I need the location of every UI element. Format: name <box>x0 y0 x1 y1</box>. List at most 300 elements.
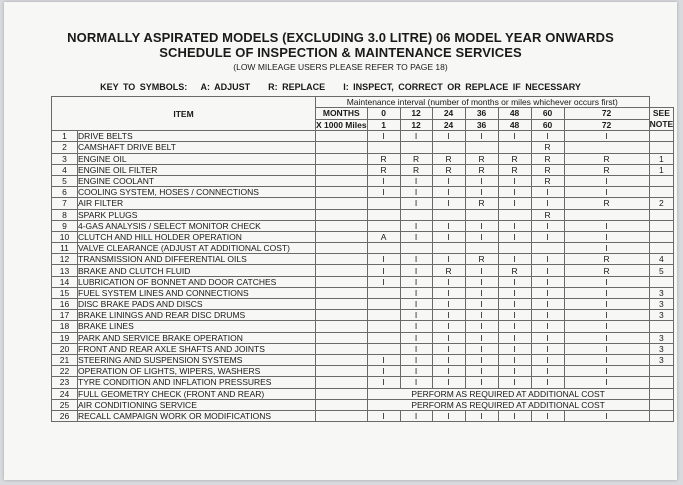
row-blank <box>316 399 368 410</box>
row-value: I <box>465 310 498 321</box>
row-value <box>367 321 400 332</box>
miles-label: X 1000 Miles <box>316 119 367 130</box>
row-value: I <box>531 254 564 265</box>
row-value: I <box>465 410 498 421</box>
row-value: I <box>531 410 564 421</box>
schedule-table <box>51 96 674 422</box>
row-value <box>367 220 400 231</box>
row-value: I <box>564 410 649 421</box>
row-blank <box>316 209 368 220</box>
row-value: I <box>465 299 498 310</box>
row-value: I <box>498 366 531 377</box>
row-note <box>649 366 674 377</box>
row-value: R <box>465 198 498 209</box>
row-value: I <box>498 410 531 421</box>
row-item: BRAKE LININGS AND REAR DISC DRUMS <box>78 310 316 321</box>
row-value <box>465 209 498 220</box>
row-number: 1 <box>52 131 78 142</box>
row-value: I <box>400 265 432 276</box>
row-note <box>649 142 674 153</box>
miles-cell: 72 <box>564 119 649 131</box>
row-value: R <box>531 175 564 186</box>
row-value: R <box>531 153 564 164</box>
row-note <box>649 399 674 410</box>
table-row <box>52 366 674 377</box>
row-value: I <box>367 175 400 186</box>
row-value: I <box>498 332 531 343</box>
row-value <box>367 209 400 220</box>
row-note <box>649 220 674 231</box>
row-value <box>367 287 400 298</box>
row-blank <box>316 410 368 421</box>
row-value: I <box>432 175 465 186</box>
row-value <box>498 142 531 153</box>
row-blank <box>316 153 368 164</box>
row-value: I <box>465 187 498 198</box>
row-number: 21 <box>52 354 78 365</box>
row-number: 11 <box>52 243 78 254</box>
key-inspect: I: INSPECT, CORRECT OR REPLACE IF NECESSARY <box>343 82 581 92</box>
row-note: 2 <box>649 198 674 209</box>
row-span-note: PERFORM AS REQUIRED AT ADDITIONAL COST <box>367 388 649 399</box>
row-value: I <box>564 366 649 377</box>
row-note: 3 <box>649 354 674 365</box>
row-item: VALVE CLEARANCE (ADJUST AT ADDITIONAL COST) <box>78 243 316 254</box>
row-value: I <box>400 299 432 310</box>
row-number: 5 <box>52 175 78 186</box>
row-blank <box>316 265 368 276</box>
months-cell: 36 <box>465 108 498 120</box>
row-value <box>367 198 400 209</box>
table-row <box>52 265 674 276</box>
row-value: R <box>498 265 531 276</box>
row-value: I <box>465 287 498 298</box>
months-label: MONTHS <box>316 108 368 120</box>
page-subtitle-heading: SCHEDULE OF INSPECTION & MAINTENANCE SERVICES <box>159 45 522 60</box>
row-value: I <box>531 198 564 209</box>
row-value: I <box>367 276 400 287</box>
row-blank <box>316 377 368 388</box>
table-row <box>52 220 674 231</box>
row-value: I <box>564 310 649 321</box>
row-value <box>564 209 649 220</box>
miles-cell: 12 <box>400 119 432 131</box>
table-row <box>52 377 674 388</box>
table-row <box>52 187 674 198</box>
row-value: I <box>432 276 465 287</box>
row-blank <box>316 231 368 242</box>
table-row <box>52 276 674 287</box>
row-value: I <box>498 198 531 209</box>
row-value: I <box>432 299 465 310</box>
row-value: I <box>465 175 498 186</box>
see-note-header <box>649 108 674 131</box>
row-value: I <box>367 377 400 388</box>
table-row <box>52 254 674 265</box>
row-value: I <box>400 410 432 421</box>
row-number: 15 <box>52 287 78 298</box>
row-value: I <box>400 377 432 388</box>
row-span-note: PERFORM AS REQUIRED AT ADDITIONAL COST <box>367 399 649 410</box>
table-row <box>52 175 674 186</box>
row-value: I <box>531 287 564 298</box>
row-value: I <box>432 220 465 231</box>
key-to-symbols <box>4 82 677 92</box>
row-value: I <box>432 321 465 332</box>
row-value: R <box>564 153 649 164</box>
row-value: I <box>564 321 649 332</box>
row-value: I <box>432 198 465 209</box>
row-note <box>649 276 674 287</box>
months-cell: 48 <box>498 108 531 120</box>
row-item: CLUTCH AND HILL HOLDER OPERATION <box>78 231 316 242</box>
table-row <box>52 310 674 321</box>
row-value: I <box>531 354 564 365</box>
row-value: R <box>400 164 432 175</box>
row-number: 4 <box>52 164 78 175</box>
row-note: 5 <box>649 265 674 276</box>
table-row <box>52 231 674 242</box>
row-value: I <box>498 287 531 298</box>
row-number: 25 <box>52 399 78 410</box>
row-value: I <box>432 332 465 343</box>
row-value <box>367 142 400 153</box>
row-value: I <box>465 354 498 365</box>
row-item: ENGINE COOLANT <box>78 175 316 186</box>
row-value: I <box>432 187 465 198</box>
row-value: I <box>400 321 432 332</box>
row-number: 14 <box>52 276 78 287</box>
row-value: I <box>367 131 400 142</box>
row-item: 4-GAS ANALYSIS / SELECT MONITOR CHECK <box>78 220 316 231</box>
row-number: 24 <box>52 388 78 399</box>
interval-header: Maintenance interval (number of months or miles whichever occurs first) <box>316 97 650 108</box>
row-value: I <box>400 198 432 209</box>
row-value: I <box>531 332 564 343</box>
row-blank <box>316 220 368 231</box>
row-value: I <box>498 254 531 265</box>
row-item: OPERATION OF LIGHTS, WIPERS, WASHERS <box>78 366 316 377</box>
row-blank <box>316 198 368 209</box>
row-item: COOLING SYSTEM, HOSES / CONNECTIONS <box>78 187 316 198</box>
row-note <box>649 410 674 421</box>
row-value: I <box>367 265 400 276</box>
row-blank <box>316 343 368 354</box>
row-number: 26 <box>52 410 78 421</box>
row-value: R <box>531 142 564 153</box>
row-value: I <box>531 187 564 198</box>
row-note: 3 <box>649 310 674 321</box>
row-note: 1 <box>649 153 674 164</box>
row-value: R <box>531 164 564 175</box>
row-note <box>649 388 674 399</box>
row-value: I <box>465 276 498 287</box>
miles-cell: 1 <box>367 119 400 131</box>
table-row <box>52 354 674 365</box>
row-value: I <box>367 410 400 421</box>
row-value: I <box>400 231 432 242</box>
row-value: I <box>465 332 498 343</box>
row-value: I <box>564 175 649 186</box>
table-row <box>52 388 674 399</box>
row-note <box>649 231 674 242</box>
row-blank <box>316 354 368 365</box>
row-item: DISC BRAKE PADS AND DISCS <box>78 299 316 310</box>
row-blank <box>316 175 368 186</box>
row-item: FULL GEOMETRY CHECK (FRONT AND REAR) <box>78 388 316 399</box>
row-value: I <box>531 377 564 388</box>
row-value: I <box>432 377 465 388</box>
row-value: I <box>564 287 649 298</box>
row-note: 3 <box>649 287 674 298</box>
row-item: TRANSMISSION AND DIFFERENTIAL OILS <box>78 254 316 265</box>
row-value: R <box>564 265 649 276</box>
miles-cell: 24 <box>432 119 465 131</box>
row-value: I <box>432 343 465 354</box>
row-blank <box>316 332 368 343</box>
row-value: I <box>531 343 564 354</box>
row-value: I <box>432 231 465 242</box>
row-value <box>432 142 465 153</box>
table-row <box>52 153 674 164</box>
row-value: I <box>531 366 564 377</box>
table-row <box>52 164 674 175</box>
row-value: I <box>465 220 498 231</box>
row-value: I <box>367 366 400 377</box>
row-value: I <box>564 131 649 142</box>
item-header: ITEM <box>52 97 316 131</box>
row-value <box>498 243 531 254</box>
row-value: I <box>498 175 531 186</box>
row-blank <box>316 321 368 332</box>
row-number: 7 <box>52 198 78 209</box>
row-note: 3 <box>649 332 674 343</box>
row-item: TYRE CONDITION AND INFLATION PRESSURES <box>78 377 316 388</box>
note-label: NOTE <box>649 119 674 130</box>
row-value: I <box>564 354 649 365</box>
row-item: FRONT AND REAR AXLE SHAFTS AND JOINTS <box>78 343 316 354</box>
table-row <box>52 321 674 332</box>
key-replace: R: REPLACE <box>268 82 326 92</box>
row-value: I <box>400 220 432 231</box>
row-value: I <box>400 310 432 321</box>
row-value: I <box>564 220 649 231</box>
row-value <box>367 243 400 254</box>
row-value: I <box>465 321 498 332</box>
miles-cell: 36 <box>465 119 498 131</box>
row-value: I <box>432 254 465 265</box>
see-label: SEE <box>652 108 670 119</box>
row-value: I <box>531 220 564 231</box>
header-row-interval <box>52 97 674 108</box>
row-value: I <box>367 187 400 198</box>
row-blank <box>316 254 368 265</box>
row-number: 12 <box>52 254 78 265</box>
row-item: FUEL SYSTEM LINES AND CONNECTIONS <box>78 287 316 298</box>
row-value: R <box>367 164 400 175</box>
row-value <box>465 243 498 254</box>
row-value: I <box>400 287 432 298</box>
row-item: AIR FILTER <box>78 198 316 209</box>
row-number: 2 <box>52 142 78 153</box>
row-value: I <box>564 343 649 354</box>
row-note: 3 <box>649 343 674 354</box>
row-value <box>367 332 400 343</box>
row-value <box>465 142 498 153</box>
row-value: I <box>564 243 649 254</box>
row-value: I <box>432 310 465 321</box>
row-value: I <box>465 343 498 354</box>
row-number: 19 <box>52 332 78 343</box>
row-value: I <box>531 299 564 310</box>
row-value: R <box>367 153 400 164</box>
row-note <box>649 321 674 332</box>
row-value: I <box>400 354 432 365</box>
months-cell: 12 <box>400 108 432 120</box>
row-value: R <box>498 153 531 164</box>
row-value: I <box>498 276 531 287</box>
row-value: I <box>432 366 465 377</box>
row-value: I <box>498 310 531 321</box>
row-value <box>367 343 400 354</box>
row-value: R <box>432 265 465 276</box>
row-value: I <box>564 377 649 388</box>
months-cell: 72 <box>564 108 649 120</box>
row-item: STEERING AND SUSPENSION SYSTEMS <box>78 354 316 365</box>
row-value: I <box>465 231 498 242</box>
months-cell: 24 <box>432 108 465 120</box>
row-value: I <box>498 299 531 310</box>
row-blank <box>316 187 368 198</box>
row-value: I <box>400 254 432 265</box>
maintenance-schedule-sheet <box>4 2 677 480</box>
row-blank <box>316 366 368 377</box>
row-value: I <box>498 131 531 142</box>
row-value: R <box>432 153 465 164</box>
row-note: 3 <box>649 299 674 310</box>
row-number: 9 <box>52 220 78 231</box>
row-value: I <box>564 276 649 287</box>
row-value: I <box>465 265 498 276</box>
table-row <box>52 287 674 298</box>
row-value: I <box>498 377 531 388</box>
row-note: 4 <box>649 254 674 265</box>
row-item: PARK AND SERVICE BRAKE OPERATION <box>78 332 316 343</box>
row-number: 18 <box>52 321 78 332</box>
key-adjust: A: ADJUST <box>200 82 251 92</box>
table-row <box>52 332 674 343</box>
row-note <box>649 209 674 220</box>
row-value: I <box>432 287 465 298</box>
row-item: SPARK PLUGS <box>78 209 316 220</box>
row-number: 8 <box>52 209 78 220</box>
row-note <box>649 187 674 198</box>
row-blank <box>316 142 368 153</box>
row-blank <box>316 276 368 287</box>
row-item: RECALL CAMPAIGN WORK OR MODIFICATIONS <box>78 410 316 421</box>
months-cell: 0 <box>367 108 400 120</box>
row-number: 10 <box>52 231 78 242</box>
row-value: I <box>564 231 649 242</box>
row-blank <box>316 164 368 175</box>
row-blank <box>316 243 368 254</box>
row-note: 1 <box>649 164 674 175</box>
row-value: I <box>531 321 564 332</box>
row-value: I <box>498 187 531 198</box>
row-value: I <box>432 410 465 421</box>
row-value: I <box>432 131 465 142</box>
row-value <box>432 243 465 254</box>
row-blank <box>316 131 368 142</box>
row-note <box>649 243 674 254</box>
row-value <box>564 142 649 153</box>
row-blank <box>316 310 368 321</box>
table-row <box>52 209 674 220</box>
row-value: I <box>498 220 531 231</box>
row-value: R <box>531 209 564 220</box>
table-row <box>52 343 674 354</box>
row-item: DRIVE BELTS <box>78 131 316 142</box>
row-value: A <box>367 231 400 242</box>
row-number: 22 <box>52 366 78 377</box>
row-value: R <box>400 153 432 164</box>
row-value: I <box>564 187 649 198</box>
row-value: I <box>564 299 649 310</box>
row-value: I <box>400 276 432 287</box>
table-row <box>52 243 674 254</box>
row-item: BRAKE AND CLUTCH FLUID <box>78 265 316 276</box>
row-item: ENGINE OIL <box>78 153 316 164</box>
row-blank <box>316 299 368 310</box>
row-value: R <box>465 254 498 265</box>
months-cell: 60 <box>531 108 564 120</box>
row-value: I <box>400 175 432 186</box>
row-value: I <box>432 354 465 365</box>
row-number: 16 <box>52 299 78 310</box>
row-value: I <box>531 310 564 321</box>
row-value: I <box>498 231 531 242</box>
row-value <box>432 209 465 220</box>
row-note <box>649 131 674 142</box>
row-value: I <box>564 332 649 343</box>
row-item: LUBRICATION OF BONNET AND DOOR CATCHES <box>78 276 316 287</box>
row-value: I <box>400 131 432 142</box>
row-note <box>649 377 674 388</box>
row-value: I <box>531 131 564 142</box>
row-value: I <box>400 343 432 354</box>
row-item: BRAKE LINES <box>78 321 316 332</box>
table-row <box>52 299 674 310</box>
row-value: R <box>432 164 465 175</box>
row-value: I <box>367 254 400 265</box>
row-value: I <box>400 366 432 377</box>
table-row <box>52 410 674 421</box>
table-row <box>52 142 674 153</box>
row-value: R <box>564 198 649 209</box>
row-value: I <box>531 276 564 287</box>
miles-cell: 60 <box>531 119 564 131</box>
table-row <box>52 131 674 142</box>
key-label: KEY TO SYMBOLS: <box>100 82 188 92</box>
row-value <box>498 209 531 220</box>
row-value: I <box>400 187 432 198</box>
row-value: I <box>465 366 498 377</box>
row-value: R <box>465 164 498 175</box>
row-value <box>531 243 564 254</box>
table-row <box>52 198 674 209</box>
row-value <box>367 299 400 310</box>
page-title: NORMALLY ASPIRATED MODELS (EXCLUDING 3.0 LITRE) 06 MODEL YEAR ONWARDS <box>67 30 614 45</box>
